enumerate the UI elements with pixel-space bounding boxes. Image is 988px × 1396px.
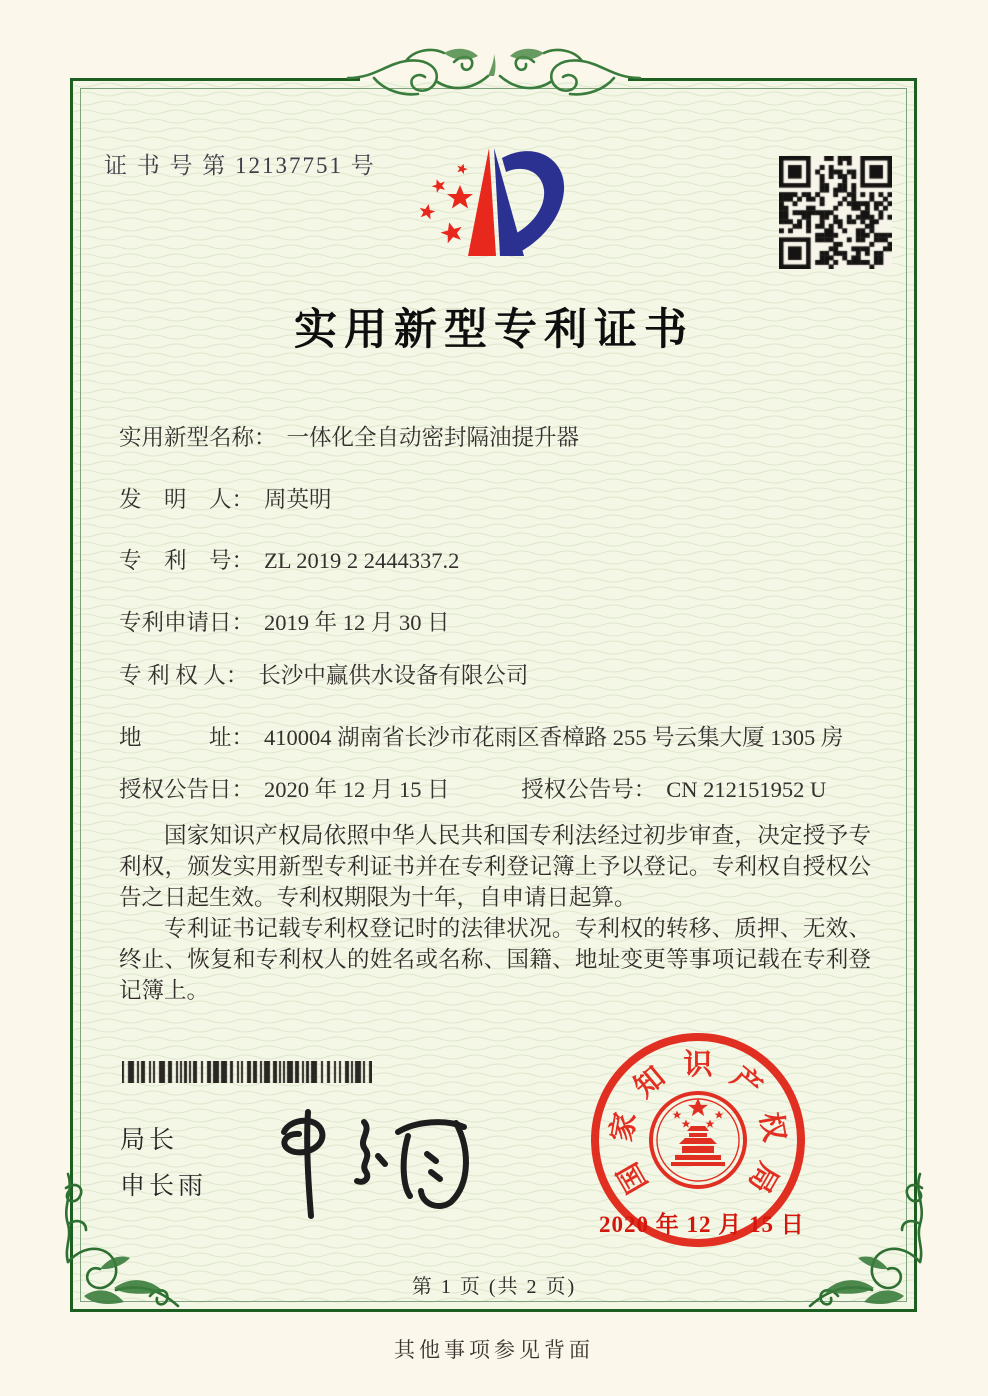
top-flourish-ornament-icon <box>344 42 644 110</box>
seal-national-emblem-icon <box>651 1093 745 1187</box>
frame-border-right <box>914 78 917 1312</box>
seal-circular-text <box>605 1048 791 1199</box>
grant-date-value: 2020 年 12 月 15 日 <box>264 777 450 802</box>
field-row-patentee <box>119 658 528 690</box>
frame-border-bottom <box>70 1309 917 1312</box>
signature-handwriting-icon <box>252 1096 502 1224</box>
field-row-inventor <box>119 482 332 514</box>
frame-border-top-right-segment <box>628 78 917 81</box>
field-label: 专 利 权 人： <box>119 663 249 688</box>
field-value: 410004 湖南省长沙市花雨区香樟路 255 号云集大厦 1305 房 <box>264 725 844 750</box>
bottom-right-flourish-ornament-icon <box>807 1172 932 1322</box>
field-value: 长沙中赢供水设备有限公司 <box>258 663 529 688</box>
field-value: 2019 年 12 月 30 日 <box>264 610 450 635</box>
frame-border-left <box>70 78 73 1312</box>
frame-border-top-left-segment <box>70 78 360 81</box>
field-row-grant <box>119 772 826 804</box>
field-row-patent-number <box>119 543 459 575</box>
grant-number-value: CN 212151952 U <box>666 777 827 802</box>
grant-number-label: 授权公告号： <box>521 777 657 802</box>
legal-paragraph-2: 专利证书记载专利权登记时的法律状况。专利权的转移、质押、无效、终止、恢复和专利权人的姓名或名称、国籍、地址变更等事项记载在专利登记簿上。 <box>119 916 871 1003</box>
svg-text:家: 家 <box>605 1109 643 1145</box>
cnipa-logo-icon <box>406 136 570 268</box>
svg-text:产: 产 <box>724 1060 768 1105</box>
legal-paragraph-1: 国家知识产权局依照中华人民共和国专利法经过初步审查，决定授予专利权，颁发实用新型专利证书并在专利登记簿上予以登记。专利权自授权公告之日起生效。专利权期限为十年，自申请日起算。 <box>119 823 871 910</box>
svg-text:国: 国 <box>611 1156 655 1199</box>
field-row-application-date <box>119 605 450 637</box>
certificate-number: 证 书 号 第 12137751 号 <box>104 153 376 178</box>
seal-date: 2020 年 12 月 15 日 <box>599 1212 805 1237</box>
barcode <box>122 1061 372 1083</box>
legal-text-block <box>119 820 871 1006</box>
field-label: 发 明 人： <box>119 487 255 512</box>
svg-text:权: 权 <box>753 1109 791 1145</box>
svg-text:局: 局 <box>741 1156 785 1199</box>
page-number: 第 1 页 (共 2 页) <box>411 1276 577 1298</box>
grant-date-label: 授权公告日： <box>119 777 255 802</box>
field-label: 专 利 号： <box>119 548 255 573</box>
field-label: 地 址： <box>119 725 255 750</box>
svg-text:识: 识 <box>683 1049 713 1081</box>
field-label: 专利申请日： <box>119 610 255 635</box>
field-value: 周英明 <box>264 487 332 512</box>
field-value: 一体化全自动密封隔油提升器 <box>286 425 580 450</box>
qr-code <box>779 156 892 269</box>
field-label: 实用新型名称： <box>119 425 277 450</box>
field-row-address <box>119 720 843 752</box>
field-row-utility-name <box>119 420 579 452</box>
back-side-note: 其他事项参见背面 <box>394 1338 594 1362</box>
signer-title: 局长 <box>120 1127 179 1154</box>
signer-name: 申长雨 <box>120 1173 208 1200</box>
svg-text:知: 知 <box>628 1060 672 1105</box>
field-value: ZL 2019 2 2444337.2 <box>264 548 460 573</box>
certificate-title: 实用新型专利证书 <box>294 307 694 354</box>
